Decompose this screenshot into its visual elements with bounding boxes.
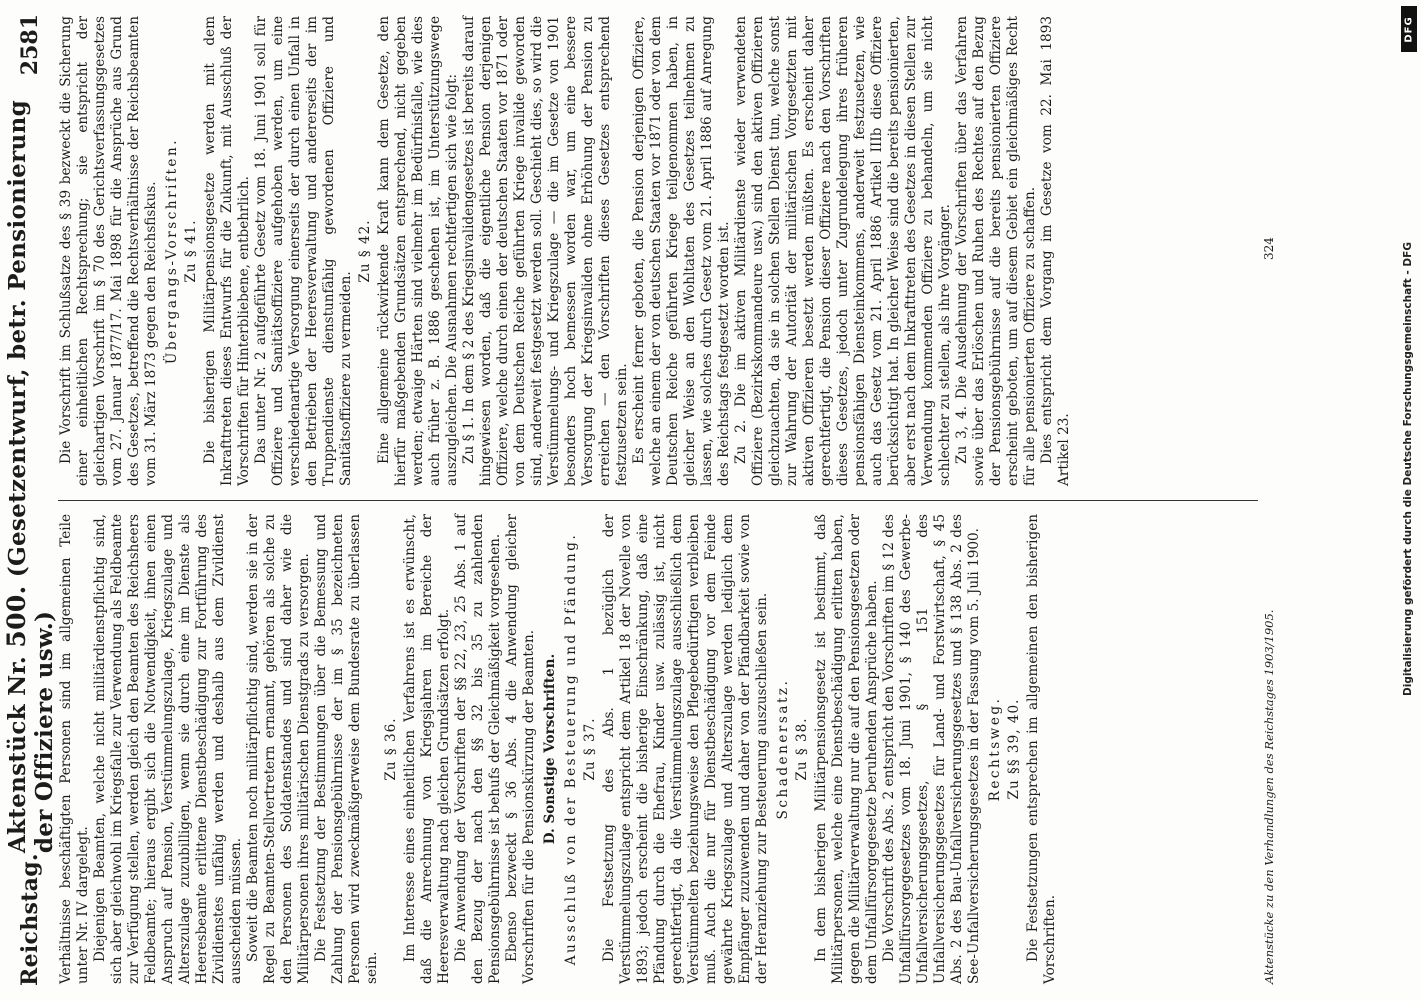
subheading: Ausschluß von der Besteuerung und Pfändung. — [563, 532, 579, 966]
paragraph: Diejenigen Beamten, welche nicht militärdienstpflichtig sind, sich aber gleichwohl im Kriegsfalle zur Verwendung als Feldbeamte zur Verfügung stellen, werden gleich den Beamten des Reichsheers Feldbeamte; hieraus ergibt sich die Notwendigkeit, ihnen einen Anspruch auf Pension, Verstümmelungszulage, Kriegszulage und Alterszulage zuzubilligen, wenn sie durch eine im Dienste als Heeresbeamte erlittene Dienstbeschädigung zur Fortführung des Zivildienstes unfähig werden und deshalb aus dem Zivildienst ausscheiden müssen. — [92, 514, 244, 984]
paragraph: Dies entspricht dem Vorgang im Gesetze vom 22. Mai 1893 Artikel 23. — [1039, 16, 1072, 486]
paragraph: Zu 2. Die im aktiven Militärdienste wieder verwendeten Offiziere (Bezirkskommandeure usw.) sind den aktiven Offizieren gleichzuachten, da sie in solchen Stellen Dienst tun, welche sonst zur Wahrung der Autorität der militärischen Vorgesetzten mit aktiven Offizieren besetzt werden müßten. Es erscheint daher gerechtfertigt, die Pension dieser Offiziere nach den Vorschriften dieses Gesetzes, jedoch unter Zugrundelegung ihres früheren pensionsfähigen Diensteinkommens, anderweit festzusetzen, wie auch das Gesetz vom 21. April 1886 Artikel IIIb diese Offiziere berücksichtigt hat. In gleicher Weise sind die bereits pensionierten, aber erst nach dem Inkrafttreten des Gesetzes in diesen Stellen zur Verwendung kommenden Offiziere zu behandeln, um sie nicht schlechter zu stellen, als ihre Vorgänger. — [733, 16, 953, 486]
section-heading: Zu § 36. — [383, 717, 399, 781]
paragraph: Zu 3, 4. Die Ausdehnung der Vorschriften über das Verfahren sowie über das Erlöschen und Ruhen des Rechtes auf den Bezug der Pensionsgebührnisse auf die bereits pensionierten Offiziere erscheint geboten, um auf diesem Gebiet ein gleichmäßiges Recht für alle pensionierten Offiziere zu schaffen. — [954, 16, 1038, 486]
paragraph: Es erscheint ferner geboten, die Pension derjenigen Offiziere, welche an einem der von deutschen Staaten vor 1871 oder von dem Deutschen Reiche geführten Kriege teilgenommen haben, in gleicher Weise an den Wohltaten des Gesetzes teilnehmen zu lassen, wie solches durch Gesetz vom 21. April 1886 auf Anregung des Reichstags festgesetzt worden ist. — [631, 16, 732, 486]
section-heading: Zu § 42. — [357, 219, 373, 283]
subheading: Rechtsweg. — [987, 696, 1003, 802]
section-heading: Zu § 38. — [794, 717, 810, 781]
paragraph: Im Interesse eines einheitlichen Verfahrens ist es erwünscht, daß die Anrechnung von Kriegsjahren im Bereiche der Heeresverwaltung nach gleichen Grundsätzen erfolgt. — [402, 514, 452, 984]
paragraph: Die Festsetzungen entsprechen im allgemeinen den bisherigen Vorschriften. — [1025, 514, 1058, 984]
paragraph: Die Festsetzung des Abs. 1 bezüglich der Verstümmelungszulage entspricht dem Artikel 18 der Novelle von 1893; jedoch erscheint die bisherige Einschränkung, daß eine Pfändung durch die Ehefrau, Kinder usw. zulässig ist, nicht gerechtfertigt, da die Verstümmelungszulage ausschließlich dem Verstümmelten beziehungsweise den Pflegebedürftigen verbleiben muß. Auch die nur für Dienstbeschädigung vor dem Feinde gewährte Kriegszulage und Alterszulage werden lediglich dem Empfänger zuzuwenden und daher von der Pfändbarkeit sowie von der Heranziehung zur Besteuerung auszuschließen sein. — [601, 514, 770, 984]
digitization-credit: Digitalisierung gefördert durch die Deutsche Forschungsgemeinschaft - DFG — [1402, 242, 1414, 696]
section-heading: Zu §§ 39, 40. — [1006, 698, 1022, 800]
paragraph: Die Vorschrift des Abs. 2 entspricht den Vorschriften im § 12 des Unfallfürsorgegesetzes vom 18. Juni 1901, § 140 des Gewerbe-Unfallversicherungsgesetzes, § 151 des Unfallversicherungsgesetzes für Land- und Forstwirtschaft, § 45 Abs. 2 des Bau-Unfallversicherungsgesetzes und § 138 Abs. 2 des See-Unfallversicherungsgesetzes in der Fassung vom 5. Juli 1900. — [881, 514, 982, 984]
section-heading: Zu § 37. — [582, 717, 598, 781]
subheading: Schadenersatz. — [775, 678, 791, 820]
header-number: 500. — [2, 585, 31, 648]
paragraph: Die Festsetzung der Bestimmungen über die Bemessung und Zahlung der Pensionsgebührnisse der im § 35 bezeichneten Personen wird zweckmäßigerweise dem Bundesrate zu überlassen sein. — [313, 514, 380, 984]
paragraph: Ebenso bezweckt § 36 Abs. 4 die Anwendung gleicher Vorschriften für die Pensionskürzung der Beamten. — [504, 514, 537, 984]
header-prefix: Aktenstück Nr. — [4, 655, 31, 854]
header-left: Reichstag. — [17, 853, 43, 986]
paragraph: In dem bisherigen Militärpensionsgesetz ist bestimmt, daß Militärpersonen, welche eine Dienstbeschädigung erlitten haben, gegen die Militärverwaltung nur die auf den Pensionsgesetzen oder dem Unfallfürsorgegesetze beruhenden Ansprüche haben. — [813, 514, 880, 984]
paragraph: Die bisherigen Militärpensionsgesetze werden mit dem Inkrafttreten dieses Entwurfs für die Zukunft, mit Ausschluß der Vorschriften für Hinterbliebene, entbehrlich. — [202, 16, 252, 486]
paragraph: Die Anwendung der Vorschriften der §§ 22, 23, 25 Abs. 1 auf den Bezug der nach den §§ 32 bis 35 zu zahlenden Pensionsgebührnisse ist behufs der Gleichmäßigkeit vorgesehen. — [453, 514, 503, 984]
paragraph: Soweit die Beamten noch militärpflichtig sind, werden sie in der Regel zu Beamten-Stellvertretern ernannt, gehören als solche zu den Personen des Soldatenstandes und sind daher wie die Militärpersonen ihres militärischen Dienstgrads zu versorgen. — [245, 514, 312, 984]
paragraph: Eine allgemeine rückwirkende Kraft kann dem Gesetze, den hierfür maßgebenden Grundsätzen entsprechend, nicht gegeben werden; etwaige Härten sind vielmehr im Bedürfnisfalle, wie dies auch früher z. B. 1886 geschehen ist, im Unterstützungswege auszugleichen. Die Ausnahmen rechtfertigen sich wie folgt: — [376, 16, 460, 486]
subheading: Übergangs-Vorschriften. — [164, 137, 180, 365]
right-column — [58, 16, 1073, 486]
header-title — [2, 75, 58, 853]
paragraph: Die Vorschrift im Schlußsatze des § 39 bezweckt die Sicherung einer einheitlichen Rechtsprechung; sie entspricht der gleichartigen Vorschrift im § 70 des Gerichtsverfassungsgesetzes vom 27. Januar 1877/17. Mai 1898 für die Ansprüche aus Grund des Gesetzes, betreffend die Rechtsverhältnisse der Reichsbeamten vom 31. März 1873 gegen den Reichsfiskus. — [58, 16, 159, 486]
paragraph: Zu § 1. In dem § 2 des Kriegsinvalidengesetzes ist bereits darauf hingewiesen worden, daß die eigentliche Pension derjenigen Offiziere, welche durch einen der deutschen Staaten vor 1871 oder von dem Deutschen Reiche geführten Kriege invalide geworden sind, anderweit festgesetzt werden soll. Geschieht dies, so wird die Verstümmelungs- und Kriegszulage — die im Gesetze von 1901 besonders hoch bemessen worden war, um eine bessere Versorgung der Kriegsinvaliden ohne Erhöhung der Pension zu erreichen — den Vorschriften dieses Gesetzes entsprechend festzusetzen sein. — [461, 16, 630, 486]
paragraph: Verhältnisse beschäftigten Personen sind im allgemeinen Teile unter Nr. IV dargelegt. — [58, 514, 91, 984]
footer-page-number: 324 — [1262, 237, 1276, 260]
chapter-heading: D. Sonstige Vorschriften. — [542, 653, 558, 845]
paragraph: Das unter Nr. 2 aufgeführte Gesetz vom 18. Juni 1901 soll für Offiziere und Sanitätsoffiziere aufgehoben werden, um eine verschiedenartige Versorgung einerseits der durch einen Unfall in den Betrieben der Heeresverwaltung und andererseits der im Truppendienste dienstunfähig gewordenen Offiziere und Sanitätsoffiziere zu vermeiden. — [253, 16, 354, 486]
header-subject: (Gesetzentwurf, betr. Pensionierung der Offiziere usw.) — [4, 100, 58, 854]
digitization-stamp — [1395, 0, 1421, 1000]
left-column — [58, 514, 1059, 984]
dfg-logo-icon: DFG — [1401, 6, 1417, 52]
page-header — [2, 14, 58, 986]
header-page-number: 2581 — [17, 14, 43, 76]
column-divider — [58, 500, 1258, 501]
section-heading: Zu § 41. — [183, 219, 199, 283]
footer-note: Aktenstücke zu den Verhandlungen des Reichstages 1903/1905. — [1262, 609, 1276, 984]
